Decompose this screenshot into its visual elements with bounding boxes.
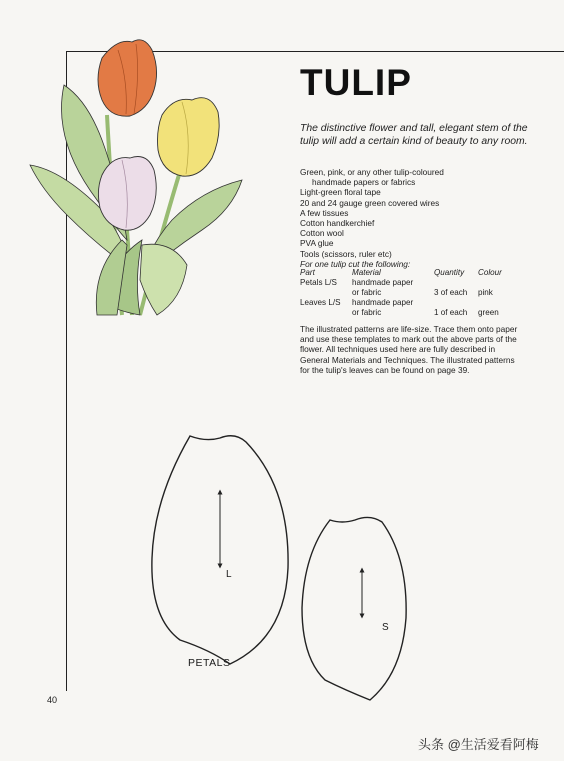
large-petal-label: L — [226, 569, 232, 580]
leaf — [140, 244, 187, 315]
column-header: Quantity — [434, 268, 465, 277]
cut-heading: For one tulip cut the following: — [300, 259, 411, 269]
small-petal-label: S — [382, 622, 389, 633]
table-row — [300, 278, 515, 298]
cell-material — [352, 278, 434, 298]
material-line: handmade paper — [352, 278, 414, 287]
cell-part: Petals L/S — [300, 278, 337, 287]
cell-material — [352, 298, 434, 318]
column-header: Material — [352, 268, 381, 277]
list-item: PVA glue — [300, 238, 334, 249]
cut-table — [300, 268, 515, 318]
cell-colour: green — [478, 308, 499, 317]
tulip-illustration — [22, 30, 272, 330]
list-item: A few tissues — [300, 207, 349, 218]
list-item: Cotton wool — [300, 228, 344, 239]
table-header-row — [300, 268, 515, 278]
material-line: Green, pink, or any other tulip-coloured — [300, 167, 444, 177]
material-line: or fabric — [352, 288, 382, 297]
material-line-cont: handmade papers or fabrics — [312, 177, 416, 188]
cell-part: Leaves L/S — [300, 298, 341, 307]
orange-tulip — [98, 40, 157, 116]
material-line: or fabric — [352, 308, 382, 317]
petal-patterns — [140, 428, 440, 708]
table-row — [300, 298, 515, 318]
cell-quantity: 3 of each — [434, 288, 468, 297]
column-header: Colour — [478, 268, 502, 277]
small-petal-outline — [302, 517, 406, 700]
watermark: 头条 @生活爱看阿梅 — [418, 737, 539, 752]
list-item: 20 and 24 gauge green covered wires — [300, 197, 440, 208]
cell-colour: pink — [478, 288, 493, 297]
list-item: Light-green floral tape — [300, 187, 381, 198]
materials-list — [300, 167, 540, 259]
column-header: Part — [300, 268, 315, 277]
page-number: 40 — [47, 695, 58, 705]
petals-caption: PETALS — [188, 657, 231, 669]
cell-quantity: 1 of each — [434, 308, 468, 317]
intro-text: The distinctive flower and tall, elegant stem of the tulip will add a certain kind of beauty to any room. — [300, 123, 528, 147]
list-item: Cotton handkerchief — [300, 218, 375, 229]
page-title: TULIP — [300, 62, 412, 103]
list-item — [300, 167, 540, 187]
note-text: The illustrated patterns are life-size. Trace them onto paper and use these templates to mark out the above parts of the flower. All techniques used here are fully described in General Materials and Techniques. The illustrated patterns for the tulip's leaves can be found on page 39. — [300, 324, 518, 375]
list-item: Tools (scissors, ruler etc) — [300, 248, 392, 259]
material-line: handmade paper — [352, 298, 414, 307]
